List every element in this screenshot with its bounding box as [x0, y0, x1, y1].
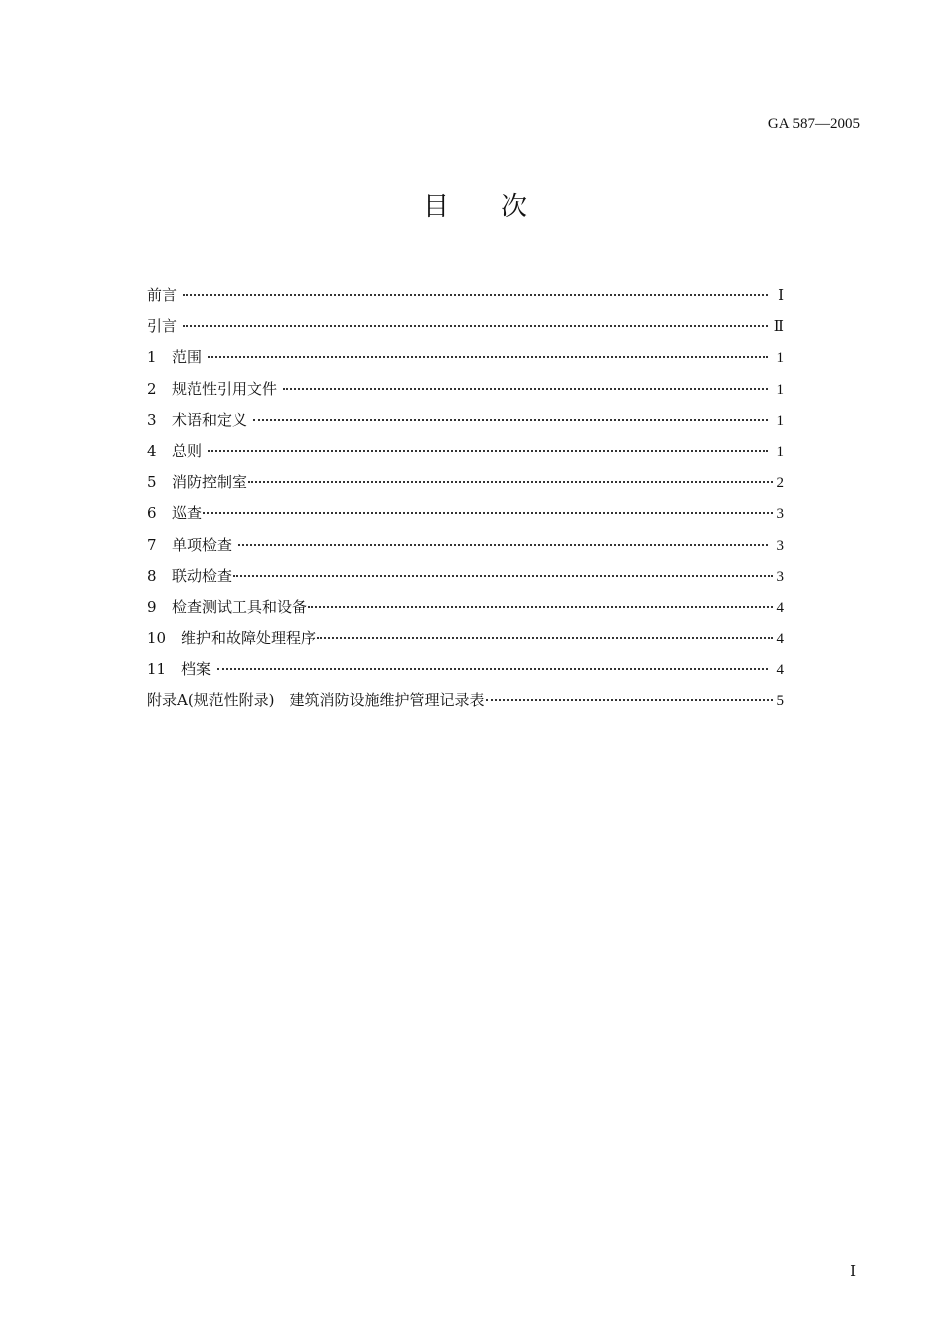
toc-entry-page: 2 [776, 475, 784, 492]
toc-entry-label: 范围 [172, 348, 203, 367]
toc-entry-1[interactable] [147, 347, 784, 378]
page-number: Ⅰ [850, 1264, 856, 1280]
dot-leader [486, 699, 773, 701]
toc-entry-label: 引言 [147, 317, 178, 336]
toc-entry-number: 9 [147, 597, 157, 616]
toc-entry-number: 10 [147, 629, 167, 648]
dot-leader [253, 419, 768, 421]
toc-entry-appendix-a[interactable] [147, 690, 784, 721]
toc-entry-page: 5 [776, 693, 784, 710]
dot-leader [238, 544, 768, 546]
toc-entry-introduction[interactable] [147, 316, 784, 347]
toc-entry-number: 5 [147, 473, 157, 492]
dot-leader [317, 637, 773, 639]
dot-leader [233, 575, 773, 577]
toc-entry-number: 6 [147, 504, 157, 523]
toc-entry-label: 总则 [172, 441, 203, 460]
toc-entry-8[interactable] [147, 566, 784, 597]
toc-entry-label: 消防控制室 [172, 473, 248, 492]
toc-entry-page: 4 [776, 662, 784, 679]
toc-entry-2[interactable] [147, 379, 784, 410]
toc-entry-label: 档案 [181, 660, 212, 679]
table-of-contents [147, 285, 784, 722]
toc-entry-label: 前言 [147, 286, 178, 304]
toc-entry-label: 单项检查 [172, 535, 233, 554]
dot-leader [183, 294, 768, 296]
dot-leader [248, 481, 773, 483]
toc-entry-5[interactable] [147, 472, 784, 503]
toc-entry-label: 规范性引用文件 [172, 379, 278, 398]
toc-entry-number: 11 [147, 660, 167, 679]
toc-entry-number: 8 [147, 566, 157, 585]
dot-leader [183, 325, 768, 327]
toc-entry-page: 3 [776, 568, 784, 585]
toc-entry-10[interactable] [147, 628, 784, 659]
toc-entry-page: Ⅱ [773, 319, 784, 336]
toc-entry-label: 巡查 [172, 504, 203, 523]
toc-entry-label: 检查测试工具和设备 [172, 597, 308, 616]
toc-entry-number: 4 [147, 441, 157, 460]
toc-entry-page: 4 [776, 599, 784, 616]
dot-leader [208, 450, 768, 452]
page-title: 目次 [422, 192, 579, 222]
toc-entry-4[interactable] [147, 441, 784, 472]
toc-entry-page: Ⅰ [778, 288, 784, 304]
toc-entry-11[interactable] [147, 659, 784, 690]
toc-entry-label: 联动检查 [172, 566, 233, 585]
toc-entry-page: 1 [776, 381, 784, 398]
dot-leader [308, 606, 773, 608]
toc-entry-7[interactable] [147, 535, 784, 566]
toc-entry-3[interactable] [147, 410, 784, 441]
toc-entry-page: 1 [776, 443, 784, 460]
dot-leader [217, 668, 768, 670]
toc-entry-page: 4 [776, 631, 784, 648]
dot-leader [203, 512, 773, 514]
toc-entry-page: 1 [776, 412, 784, 429]
toc-entry-label: 附录A(规范性附录) 建筑消防设施维护管理记录表 [147, 691, 485, 710]
document-code: GA 587—2005 [767, 116, 860, 132]
toc-entry-preface[interactable] [147, 285, 784, 316]
toc-entry-9[interactable] [147, 597, 784, 628]
toc-entry-number: 1 [147, 348, 157, 367]
toc-entry-label: 维护和故障处理程序 [181, 629, 317, 648]
dot-leader [283, 388, 768, 390]
toc-entry-page: 3 [776, 537, 784, 554]
dot-leader [208, 356, 768, 358]
toc-entry-label: 术语和定义 [172, 410, 248, 429]
toc-entry-number: 2 [147, 379, 157, 398]
toc-entry-number: 3 [147, 410, 157, 429]
toc-entry-page: 3 [776, 506, 784, 523]
toc-entry-page: 1 [776, 350, 784, 367]
toc-entry-6[interactable] [147, 503, 784, 534]
toc-entry-number: 7 [147, 535, 157, 554]
